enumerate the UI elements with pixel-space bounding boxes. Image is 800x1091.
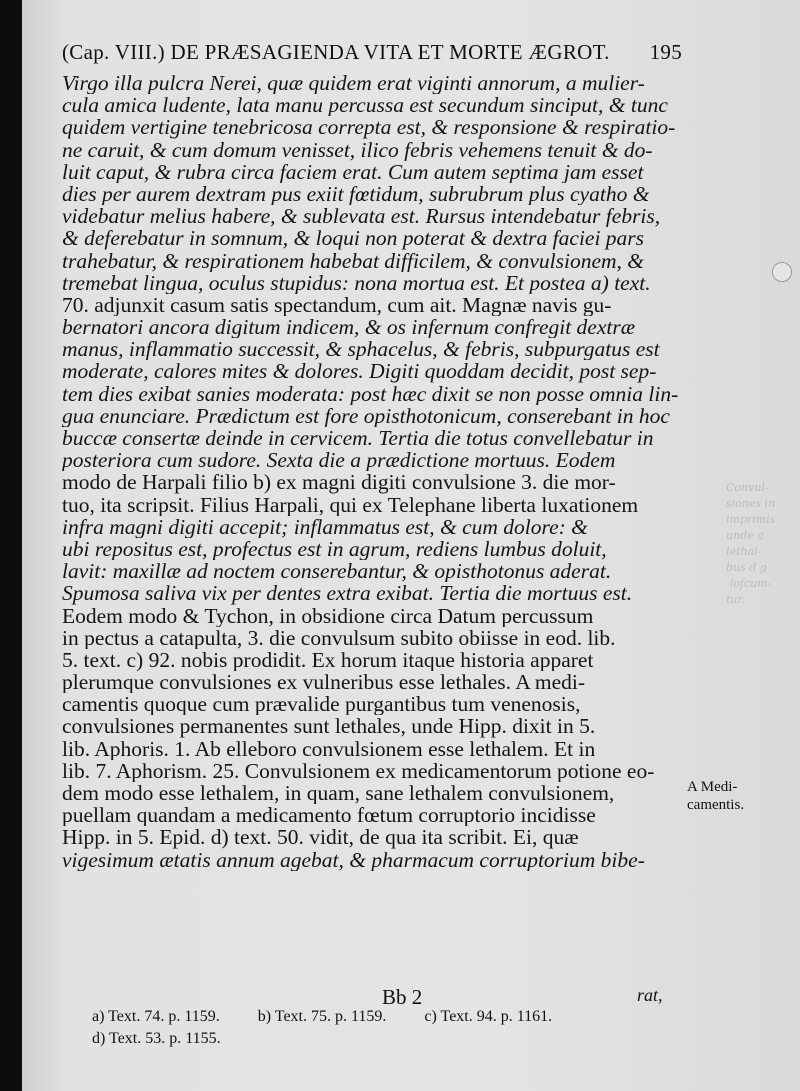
text-line: gua enunciare. Prædictum est fore opisthotonicum, conserebant in hoc	[62, 404, 670, 427]
text-line: & deferebatur in somnum, & loqui non poterat & dextra faciei pars	[62, 227, 645, 250]
margin-note: A Medi- camentis.	[687, 779, 745, 813]
signature-mark: Bb 2	[382, 985, 423, 1009]
running-header	[62, 40, 682, 68]
text-line: cula amica ludente, lata manu percussa est secundum sinciput, & tunc	[62, 94, 668, 117]
footnote-line-2	[92, 1030, 255, 1048]
text-line: ubi repositus est, profectus est in agrum, rediens lumbus doluit,	[62, 537, 607, 561]
text-line: Hipp. in 5. Epid. d) text. 50. vidit, de qua ita scribit. Ei, quæ	[62, 826, 579, 849]
text-line: ne caruit, & cum domum venisset, ilico febris vehemens tenuit & do-	[62, 138, 653, 161]
text-line: lib. 7. Aphorism. 25. Convulsionem ex medicamentorum potione eo-	[62, 759, 655, 782]
text-line: buccæ consertæ deinde in cervicem. Tertia die totus convellebatur in	[62, 427, 654, 450]
catchword: rat,	[637, 985, 663, 1005]
text-line: puellam quandam a medicamento fœtum corruptorio incidisse	[62, 804, 596, 827]
text-line: tremebat lingua, oculus stupidus: nona mortua est. Et postea a) text.	[62, 271, 651, 294]
text-line: Virgo illa pulcra Nerei, quæ quidem erat viginti annorum, a mulier-	[62, 72, 645, 95]
text-line: lib. Aphoris. 1. Ab elleboro convulsionem esse lethalem. Et in	[62, 737, 596, 760]
paper-hole	[772, 262, 792, 282]
footnote-line-1	[92, 1008, 586, 1026]
footnote-a: a) Text. 74. p. 1159.	[92, 1008, 220, 1025]
text-line: Eodem modo & Tychon, in obsidione circa Datum percussum	[62, 604, 594, 627]
text-line: posteriora cum sudore. Sexta die a prædictione mortuus. Eodem	[62, 449, 616, 472]
text-line: dem modo esse lethalem, in quam, sane lethalem convulsionem,	[62, 782, 615, 805]
text-line: tem dies exibat sanies moderata: post hæc dixit se non posse omnia lin-	[62, 382, 679, 405]
text-line: 70. adjunxit casum satis spectandum, cum ait. Magnæ navis gu-	[62, 293, 612, 317]
text-line: tuo, ita scripsit. Filius Harpali, qui ex Telephane liberta luxationem	[62, 493, 639, 516]
text-line: dies per aurem dextram pus exiit fœtidum, subrubrum plus cyatho &	[62, 182, 650, 206]
text-line: in pectus a catapulta, 3. die convulsum subito obiisse in eod. lib.	[62, 626, 616, 649]
text-line: manus, inflammatio successit, & sphacelus, & febris, subpurgatus est	[62, 338, 660, 361]
text-line: luit caput, & rubra circa faciem erat. Cum autem septima jam esset	[62, 160, 644, 183]
text-line: trahebatur, & respirationem habebat difficilem, & convulsionem, &	[62, 249, 645, 272]
book-page	[22, 0, 800, 1091]
page-number: 195	[649, 40, 682, 64]
text-line: convulsiones permanentes sunt lethales, unde Hipp. dixit in 5.	[62, 715, 596, 738]
footnote-d: d) Text. 53. p. 1155.	[92, 1030, 221, 1047]
text-line: modo de Harpali filio b) ex magni digiti convulsione 3. die mor-	[62, 471, 616, 494]
text-line: videbatur melius habere, & sublevata est. Rursus intendebatur febris,	[62, 205, 661, 228]
text-line: vigesimum ætatis annum agebat, & pharmacum corruptorium bibe-	[62, 848, 645, 871]
text-line: moderate, calores mites & dolores. Digiti quoddam decidit, post sep-	[62, 360, 657, 383]
header-title: (Cap. VIII.) DE PRÆSAGIENDA VITA ET MORTE ÆGROT.	[62, 40, 610, 64]
text-line: camentis quoque cum prævalide purgantibus tum venenosis,	[62, 693, 581, 716]
text-line: lavit: maxillæ ad noctem conserebantur, & opisthotonus aderat.	[62, 560, 612, 583]
footnote-c: c) Text. 94. p. 1161.	[424, 1008, 553, 1025]
text-line: 5. text. c) 92. nobis prodidit. Ex horum itaque historia apparet	[62, 648, 594, 672]
text-line: plerumque convulsiones ex vulneribus esse lethales. A medi-	[62, 671, 586, 694]
text-line: bernatori ancora digitum indicem, & os infernum confregit dextræ	[62, 316, 636, 339]
text-line: quidem vertigine tenebricosa correpta est, & responsione & respiratio-	[62, 116, 676, 139]
bleed-through-text: Convul- siones in imprimis unde a lethal- bus d g -iofcum- tur.	[726, 481, 776, 606]
body-text	[62, 72, 680, 871]
text-line: Spumosa saliva vix per dentes extra exibat. Tertia die mortuus est.	[62, 582, 633, 605]
text-line: infra magni digiti accepit; inflammatus est, & cum dolore: &	[62, 515, 588, 538]
footnote-b: b) Text. 75. p. 1159.	[257, 1008, 387, 1025]
